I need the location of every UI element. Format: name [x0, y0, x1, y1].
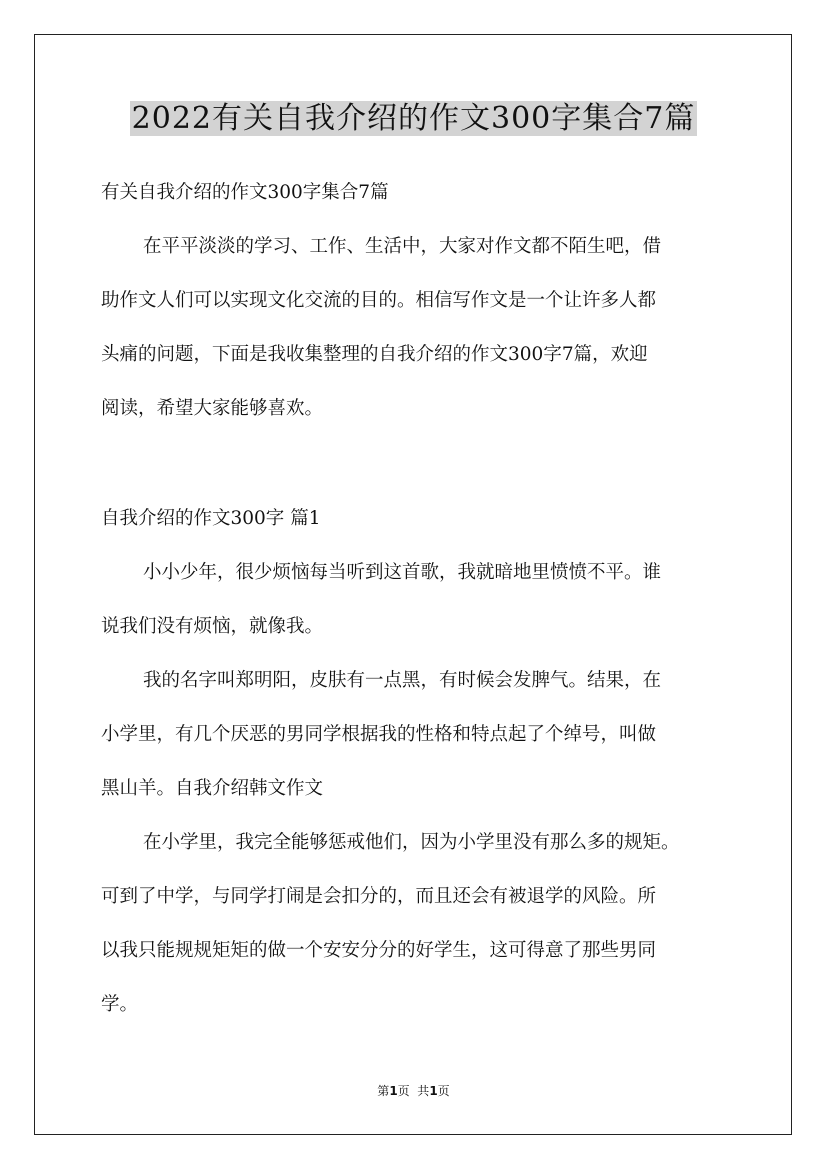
paragraph-line: 黑山羊。自我介绍韩文作文 — [101, 778, 324, 799]
paragraph-line: 以我只能规规矩矩的做一个安安分分的好学生，这可得意了那些男同 — [101, 940, 657, 961]
page-total: 1 — [429, 1084, 438, 1098]
page-prefix: 第 — [377, 1084, 390, 1098]
document-title-text: 2022有关自我介绍的作文300字集合7篇 — [131, 101, 696, 136]
intro-line: 阅读，希望大家能够喜欢。 — [101, 398, 324, 419]
intro-line: 助作文人们可以实现文化交流的目的。相信写作文是一个让许多人都 — [101, 290, 657, 311]
document-title — [0, 96, 827, 142]
document-subtitle: 有关自我介绍的作文300字集合7篇 — [101, 182, 389, 203]
page-footer — [0, 1082, 827, 1100]
page-number: 1 — [389, 1084, 398, 1098]
intro-line: 头痛的问题，下面是我收集整理的自我介绍的作文300字7篇，欢迎 — [101, 344, 648, 365]
paragraph-line: 小学里，有几个厌恶的男同学根据我的性格和特点起了个绰号，叫做 — [101, 724, 657, 745]
page-mid: 页 共 — [397, 1084, 430, 1098]
paragraph-line: 学。 — [101, 994, 139, 1015]
paragraph-line: 小小少年，很少烦恼每当听到这首歌，我就暗地里愤愤不平。谁 — [143, 562, 662, 583]
section-heading: 自我介绍的作文300字 篇1 — [101, 508, 321, 529]
paragraph-line: 我的名字叫郑明阳，皮肤有一点黑，有时候会发脾气。结果，在 — [143, 670, 662, 691]
page-suffix: 页 — [437, 1084, 450, 1098]
paragraph-line: 可到了中学，与同学打闹是会扣分的，而且还会有被退学的风险。所 — [101, 886, 657, 907]
intro-line: 在平平淡淡的学习、工作、生活中，大家对作文都不陌生吧，借 — [143, 236, 662, 257]
paragraph-line: 说我们没有烦恼，就像我。 — [101, 616, 324, 637]
paragraph-line: 在小学里，我完全能够惩戒他们，因为小学里没有那么多的规矩。 — [143, 832, 680, 853]
